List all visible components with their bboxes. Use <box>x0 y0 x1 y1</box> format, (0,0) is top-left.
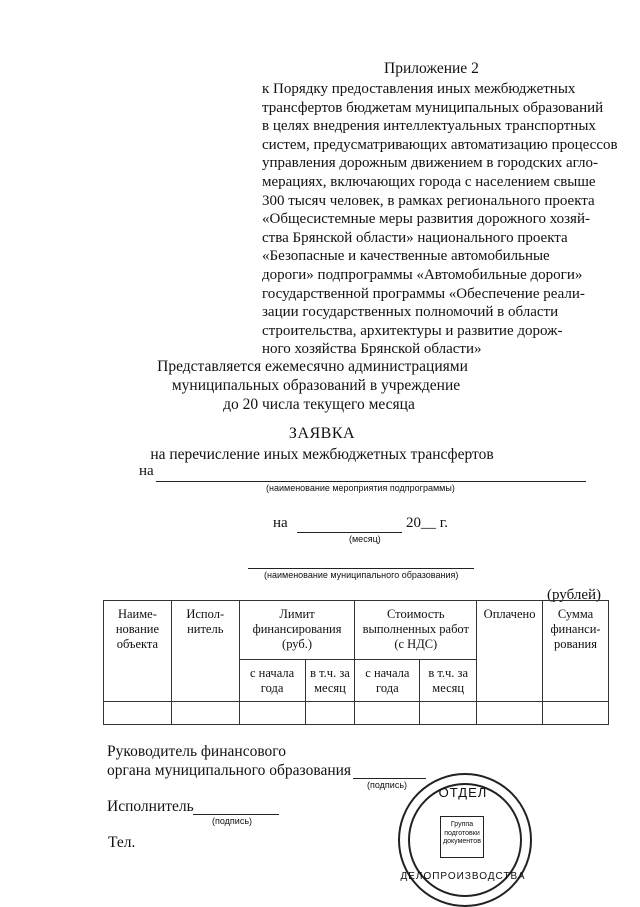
table-cell[interactable] <box>543 702 609 725</box>
table-cell[interactable] <box>355 702 420 725</box>
transfer-table <box>103 600 609 725</box>
table-cell[interactable] <box>420 702 477 725</box>
annex-line: «Безопасные и качественные автомобильные <box>262 248 550 265</box>
table-row <box>104 702 609 725</box>
table-cell[interactable] <box>171 702 239 725</box>
annex-line: государственной программы «Обеспечение реали- <box>262 285 585 302</box>
month-field[interactable] <box>297 532 402 533</box>
signature-caption: (подпись) <box>212 816 253 826</box>
phone-label: Тел. <box>108 834 136 851</box>
head-label-line1: Руководитель финансового <box>107 743 287 760</box>
table-cell[interactable] <box>104 702 172 725</box>
event-prefix: на <box>139 463 154 479</box>
date-prefix: на <box>273 515 288 531</box>
annex-text <box>262 80 634 359</box>
submission-note <box>0 357 640 414</box>
executor-label: Исполнитель <box>107 798 194 815</box>
executor-signature-field[interactable] <box>193 814 279 815</box>
header-executor: Испол- нитель <box>171 601 239 702</box>
annex-line: зации государственных полномочий в области <box>262 304 559 321</box>
year-text: 20__ г. <box>406 515 448 531</box>
subheader-from-start: с начала года <box>355 660 420 702</box>
table-cell[interactable] <box>305 702 355 725</box>
stamp-top-text: ОТДЕЛ <box>438 785 488 800</box>
stamp-box-text: Группа подготовки документов <box>440 816 484 858</box>
annex-line: «Общесистемные меры развития дорожного хозяй- <box>262 211 590 228</box>
subheader-month: в т.ч. за месяц <box>305 660 355 702</box>
table-cell[interactable] <box>477 702 543 725</box>
municipality-caption: (наименование муниципального образования) <box>264 570 459 580</box>
annex-line: к Порядку предоставления иных межбюджетных <box>262 81 576 97</box>
event-caption: (наименование мероприятия подпрограммы) <box>266 483 455 493</box>
table-cell[interactable] <box>239 702 305 725</box>
note-line: до 20 числа текущего месяца <box>223 396 415 413</box>
header-limit: Лимит финансирования (руб.) <box>239 601 355 660</box>
document-title: ЗАЯВКА <box>288 425 356 442</box>
annex-line: мерациях, включающих города с населением свыше <box>262 173 596 190</box>
annex-line: 300 тысяч человек, в рамках регионального проекта <box>262 192 595 209</box>
header-cost: Стоимость выполненных работ (с НДС) <box>355 601 477 660</box>
annex-line: управления дорожным движением в городских агло- <box>262 155 598 172</box>
subheader-month: в т.ч. за месяц <box>420 660 477 702</box>
annex-title: Приложение 2 <box>384 60 479 77</box>
note-line: муниципальных образований в учреждение <box>171 377 461 394</box>
annex-line: ного хозяйства Брянской области» <box>262 341 482 358</box>
units-label: (рублей) <box>547 587 602 603</box>
annex-line: строительства, архитектуры и развитие дорож- <box>262 322 563 339</box>
annex-line: в целях внедрения интеллектуальных транспортных <box>262 118 596 135</box>
month-caption: (месяц) <box>349 534 381 544</box>
head-label-line2: органа муниципального образования <box>107 762 352 779</box>
head-signature-field[interactable] <box>353 778 426 779</box>
subheader-from-start: с начала года <box>239 660 305 702</box>
annex-line: систем, предусматривающих автоматизацию процессов <box>262 136 618 153</box>
note-line: Представляется ежемесячно администрациями <box>157 358 468 375</box>
event-name-field[interactable] <box>156 481 586 482</box>
header-object: Наиме- нование объекта <box>104 601 172 702</box>
signature-caption: (подпись) <box>367 780 408 790</box>
header-paid: Оплачено <box>477 601 543 702</box>
annex-line: ства Брянской области» национального проекта <box>262 229 568 246</box>
stamp-bottom-text: ДЕЛОПРОИЗВОДСТВА <box>400 871 526 882</box>
header-sum: Сумма финанси- рования <box>543 601 609 702</box>
annex-line: трансфертов бюджетам муниципальных образований <box>262 99 604 116</box>
document-subtitle: на перечисление иных межбюджетных трансфертов <box>150 446 494 463</box>
municipality-field[interactable] <box>248 568 474 569</box>
annex-line: дороги» подпрограммы «Автомобильные дороги» <box>262 266 583 283</box>
